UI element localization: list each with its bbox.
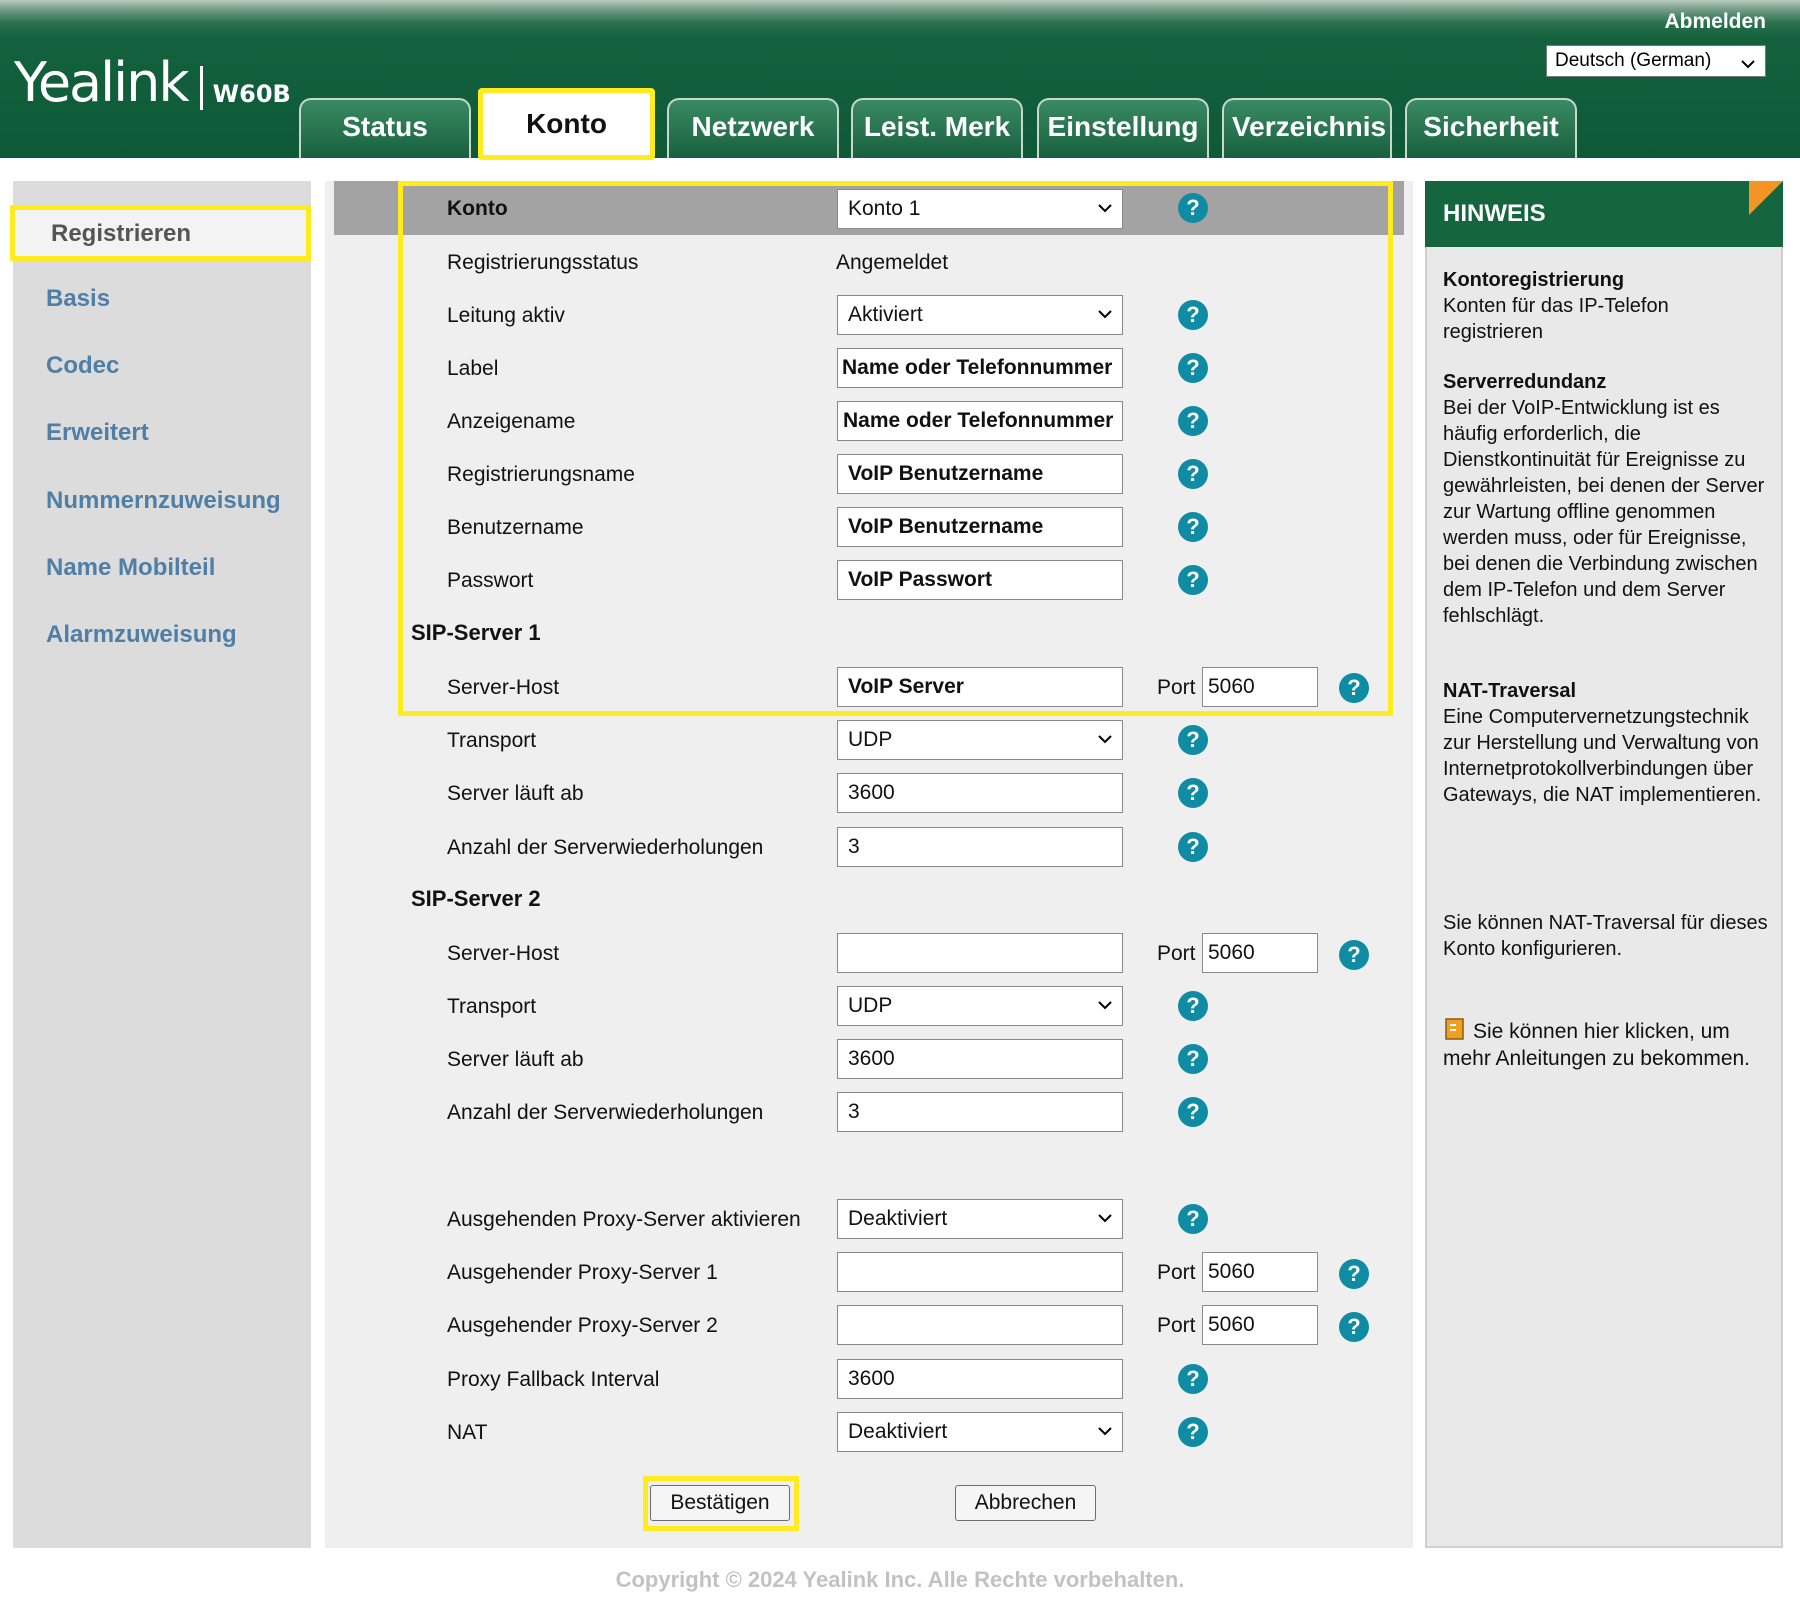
tab-konto[interactable]: Konto bbox=[478, 88, 655, 160]
help-icon[interactable]: ? bbox=[1178, 512, 1208, 542]
sip1-retries-input[interactable]: 3 bbox=[837, 827, 1123, 867]
hint-block-registration bbox=[1443, 267, 1773, 345]
password-label: Passwort bbox=[447, 569, 534, 592]
logout-link[interactable]: Abmelden bbox=[1664, 10, 1766, 33]
konto-select[interactable] bbox=[837, 189, 1123, 229]
help-icon[interactable]: ? bbox=[1178, 193, 1208, 223]
proxy2-port-label: Port bbox=[1157, 1314, 1196, 1337]
sidebar-item-basis[interactable]: Basis bbox=[46, 285, 111, 312]
help-icon[interactable]: ? bbox=[1178, 1417, 1208, 1447]
tab-einstellung[interactable]: Einstellung bbox=[1037, 98, 1209, 158]
help-icon[interactable]: ? bbox=[1178, 991, 1208, 1021]
sip1-expires-input[interactable]: 3600 bbox=[837, 773, 1123, 813]
sip-server-2-title: SIP-Server 2 bbox=[411, 886, 541, 911]
hint-more-link[interactable] bbox=[1443, 1017, 1773, 1072]
hint-block-text: Eine Computervernetzungstechnik zur Herstellung und Verwaltung von Internetprotokollverbindungen über Gateways, die NAT implementieren. bbox=[1443, 706, 1762, 806]
hint-block-title: Kontoregistrierung bbox=[1443, 269, 1625, 291]
hint-block-nat bbox=[1443, 678, 1773, 808]
chevron-down-icon bbox=[1098, 732, 1112, 746]
hint-block-text: Konten für das IP-Telefon registrieren bbox=[1443, 295, 1669, 343]
sidebar-item-nummernzuweisung[interactable]: Nummernzuweisung bbox=[46, 487, 281, 514]
help-icon[interactable]: ? bbox=[1178, 459, 1208, 489]
reg-name-label: Registrierungsname bbox=[447, 463, 635, 486]
sidebar-item-registrieren[interactable]: Registrieren bbox=[10, 205, 311, 261]
yealink-logo bbox=[14, 50, 291, 114]
sip-server-1-title: SIP-Server 1 bbox=[411, 620, 541, 645]
proxy1-port-label: Port bbox=[1157, 1261, 1196, 1284]
help-icon[interactable]: ? bbox=[1339, 1259, 1369, 1289]
label-input[interactable]: Name oder Telefonnummer bbox=[837, 348, 1123, 388]
proxy2-port-input[interactable]: 5060 bbox=[1202, 1305, 1318, 1345]
help-icon[interactable]: ? bbox=[1178, 832, 1208, 862]
cancel-button[interactable]: Abbrechen bbox=[955, 1485, 1096, 1521]
sip1-port-input[interactable]: 5060 bbox=[1202, 667, 1318, 707]
chevron-down-icon bbox=[1098, 1424, 1112, 1438]
reg-status-value: Angemeldet bbox=[836, 251, 949, 274]
chevron-down-icon bbox=[1098, 201, 1112, 215]
password-input[interactable]: VoIP Passwort bbox=[837, 560, 1123, 600]
help-icon[interactable]: ? bbox=[1178, 353, 1208, 383]
hint-nat-note: Sie können NAT-Traversal für dieses Konto konfigurieren. bbox=[1443, 912, 1768, 960]
sip1-retries-label: Anzahl der Serverwiederholungen bbox=[447, 836, 764, 859]
sidebar bbox=[13, 181, 311, 1548]
sip2-port-input[interactable]: 5060 bbox=[1202, 933, 1318, 973]
sip2-retries-input[interactable]: 3 bbox=[837, 1092, 1123, 1132]
sip1-port-label: Port bbox=[1157, 676, 1196, 699]
help-icon[interactable]: ? bbox=[1178, 1204, 1208, 1234]
help-icon[interactable]: ? bbox=[1178, 725, 1208, 755]
logo-model: W60B bbox=[212, 80, 291, 108]
tab-leistungsmerkmale[interactable]: Leist. Merk bbox=[851, 98, 1023, 158]
tab-sicherheit[interactable]: Sicherheit bbox=[1405, 98, 1577, 158]
sip2-host-label: Server-Host bbox=[447, 942, 560, 965]
logo-separator bbox=[200, 66, 203, 110]
chevron-down-icon bbox=[1098, 307, 1112, 321]
proxy-enable-label: Ausgehenden Proxy-Server aktivieren bbox=[447, 1208, 801, 1231]
konto-select-value: Konto 1 bbox=[848, 197, 921, 220]
header-bar bbox=[0, 0, 1800, 158]
chevron-down-icon bbox=[1098, 998, 1112, 1012]
proxy2-label: Ausgehender Proxy-Server 2 bbox=[447, 1314, 718, 1337]
hint-corner-flag bbox=[1749, 181, 1783, 215]
proxy2-input[interactable] bbox=[837, 1305, 1123, 1345]
sip2-transport-value: UDP bbox=[848, 994, 893, 1017]
tab-netzwerk[interactable]: Netzwerk bbox=[667, 98, 839, 158]
logo-brand: Yealink bbox=[14, 51, 188, 114]
chevron-down-icon bbox=[1741, 57, 1755, 71]
sip2-expires-input[interactable]: 3600 bbox=[837, 1039, 1123, 1079]
sip2-expires-label: Server läuft ab bbox=[447, 1048, 584, 1071]
hint-block-redundancy bbox=[1443, 369, 1773, 629]
hint-block-text: Bei der VoIP-Entwicklung ist es häufig erforderlich, die Dienstkontinuität für Ereignisse zu gewährleisten, bei denen der Server zur Wartung offline genommen werden muss, oder für Ereignisse, bei denen die Verbindung zwischen dem IP-Telefon und dem Server fehlschlägt. bbox=[1443, 397, 1765, 627]
nat-select[interactable] bbox=[837, 1412, 1123, 1452]
proxy-enable-select[interactable] bbox=[837, 1199, 1123, 1239]
hint-more-text: Sie können hier klicken, um mehr Anleitungen zu bekommen. bbox=[1443, 1020, 1751, 1070]
help-icon[interactable]: ? bbox=[1339, 673, 1369, 703]
reg-name-input[interactable]: VoIP Benutzername bbox=[837, 454, 1123, 494]
sidebar-item-alarmzuweisung[interactable]: Alarmzuweisung bbox=[46, 621, 237, 648]
help-icon[interactable]: ? bbox=[1339, 940, 1369, 970]
fallback-input[interactable]: 3600 bbox=[837, 1359, 1123, 1399]
hint-block-title: Serverredundanz bbox=[1443, 371, 1607, 393]
fallback-label: Proxy Fallback Interval bbox=[447, 1368, 660, 1391]
copyright-text: Copyright © 2024 Yealink Inc. Alle Rechte vorbehalten. bbox=[615, 1567, 1185, 1592]
sip2-port-label: Port bbox=[1157, 942, 1196, 965]
proxy1-input[interactable] bbox=[837, 1252, 1123, 1292]
sip1-transport-label: Transport bbox=[447, 729, 537, 752]
help-icon[interactable]: ? bbox=[1178, 1364, 1208, 1394]
confirm-button[interactable]: Bestätigen bbox=[650, 1485, 790, 1521]
label-field-label: Label bbox=[447, 357, 499, 380]
proxy1-label: Ausgehender Proxy-Server 1 bbox=[447, 1261, 718, 1284]
hint-block-title: NAT-Traversal bbox=[1443, 680, 1577, 702]
language-select[interactable] bbox=[1546, 45, 1766, 77]
help-icon[interactable]: ? bbox=[1178, 1097, 1208, 1127]
line-active-select-value: Aktiviert bbox=[848, 303, 923, 326]
help-icon[interactable]: ? bbox=[1178, 300, 1208, 330]
display-name-label: Anzeigename bbox=[447, 410, 576, 433]
help-icon[interactable]: ? bbox=[1178, 1044, 1208, 1074]
nat-label: NAT bbox=[447, 1421, 488, 1444]
proxy1-port-input[interactable]: 5060 bbox=[1202, 1252, 1318, 1292]
sip2-transport-select[interactable] bbox=[837, 986, 1123, 1026]
tab-verzeichnis[interactable]: Verzeichnis bbox=[1222, 98, 1392, 158]
proxy-enable-value: Deaktiviert bbox=[848, 1207, 948, 1230]
username-input[interactable]: VoIP Benutzername bbox=[837, 507, 1123, 547]
help-icon[interactable]: ? bbox=[1178, 406, 1208, 436]
sip1-host-label: Server-Host bbox=[447, 676, 560, 699]
sip1-expires-label: Server läuft ab bbox=[447, 782, 584, 805]
konto-label: Konto bbox=[447, 197, 508, 220]
language-select-value: Deutsch (German) bbox=[1555, 50, 1712, 71]
help-icon[interactable]: ? bbox=[1178, 778, 1208, 808]
sidebar-item-name-mobilteil[interactable]: Name Mobilteil bbox=[46, 554, 216, 581]
guide-book-icon bbox=[1443, 1017, 1467, 1041]
line-active-select[interactable] bbox=[837, 295, 1123, 335]
tab-status[interactable]: Status bbox=[299, 98, 471, 158]
line-active-label: Leitung aktiv bbox=[447, 304, 565, 327]
sip1-transport-select[interactable] bbox=[837, 720, 1123, 760]
sidebar-item-codec[interactable]: Codec bbox=[46, 352, 120, 379]
nat-select-value: Deaktiviert bbox=[848, 1420, 948, 1443]
sip2-retries-label: Anzahl der Serverwiederholungen bbox=[447, 1101, 764, 1124]
display-name-input[interactable]: Name oder Telefonnummer bbox=[837, 401, 1123, 441]
help-icon[interactable]: ? bbox=[1339, 1312, 1369, 1342]
chevron-down-icon bbox=[1098, 1211, 1112, 1225]
reg-status-label: Registrierungsstatus bbox=[447, 251, 639, 274]
sip2-host-input[interactable] bbox=[837, 933, 1123, 973]
sip2-transport-label: Transport bbox=[447, 995, 537, 1018]
username-label: Benutzername bbox=[447, 516, 584, 539]
sidebar-item-erweitert[interactable]: Erweitert bbox=[46, 419, 149, 446]
sip1-host-input[interactable]: VoIP Server bbox=[837, 667, 1123, 707]
hint-title: HINWEIS bbox=[1425, 181, 1783, 247]
sip1-transport-value: UDP bbox=[848, 728, 893, 751]
help-icon[interactable]: ? bbox=[1178, 565, 1208, 595]
